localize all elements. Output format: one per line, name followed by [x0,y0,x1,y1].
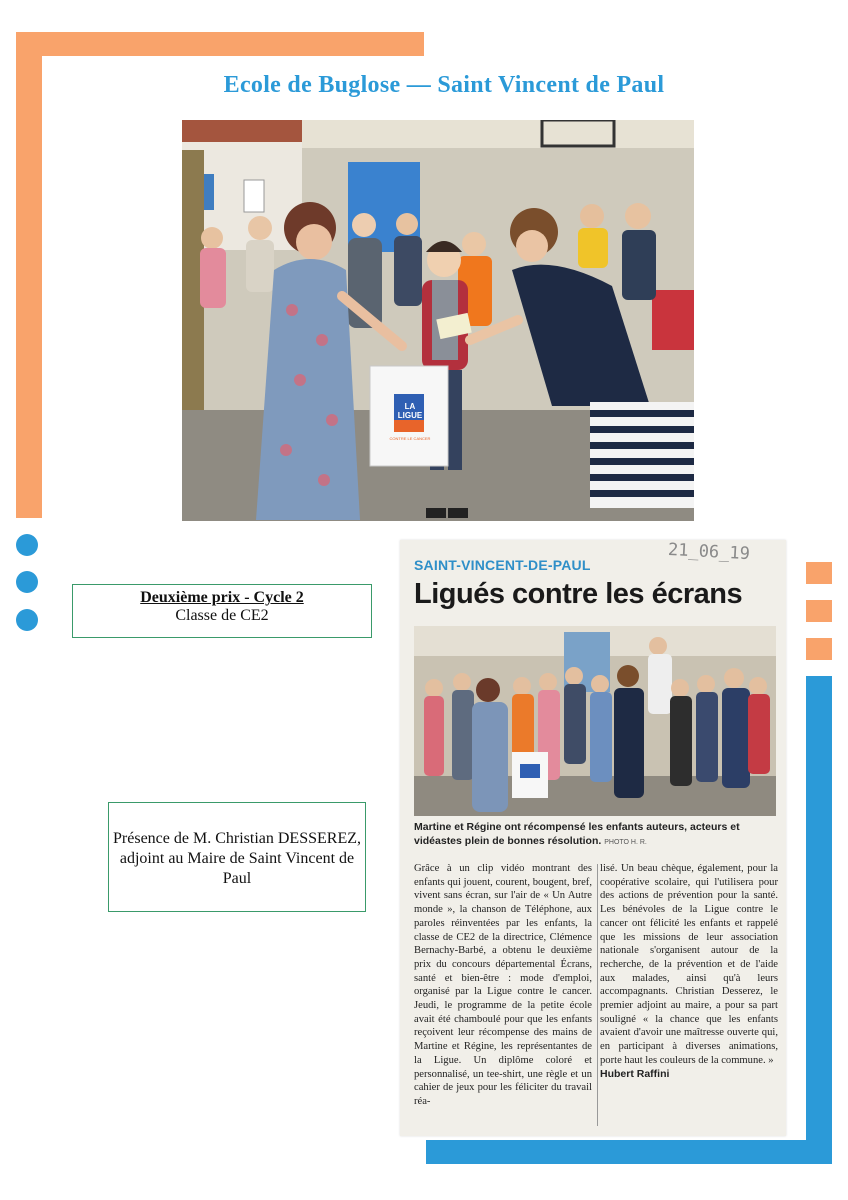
orange-square [806,638,832,660]
article-author: Hubert Raffini [600,1067,670,1080]
clipping-town: SAINT-VINCENT-DE-PAUL [414,557,591,573]
photo-caption-text: Martine et Régine ont récompensé les enfants auteurs, acteurs et vidéastes plein de bonnes résolution. [414,821,740,847]
award-class: Classe de CE2 [175,607,269,624]
handwritten-date: 21_06_19 [667,540,751,565]
article-column-2-text: lisé. Un beau chèque, également, pour la coopérative scolaire, qui l'utilisera pour des actions de prévention pour la santé. Les bénévoles de la Ligue contre le cancer ont félicité les enfants et rappelé que les missions de leur association nationale s'organisent autour de la recherche, de la prévention et de l'aide aux malades, ainsi qu'à leurs accompagnants. Christian Desserez, le premier adjoint au maire, a pour sa part souligné « la chance que les enfants avaient d'avoir une maîtresse ouverte qui, en participant à diverses animations, porte haut les couleurs de la commune. » [600,863,778,1066]
article-column-2 [600,862,778,1081]
clipping-photo [414,626,776,816]
blue-frame-bottom [426,1140,832,1164]
clipping-photo-illustration [414,626,776,816]
photo-credit: PHOTO H. R. [604,839,647,846]
orange-frame-top [16,32,424,56]
orange-square [806,600,832,622]
orange-square [806,562,832,584]
photo-illustration [182,120,694,521]
article-column-1: Grâce à un clip vidéo montrant des enfants qui jouent, courent, bougent, bref, vivent sans écran, sur l'air de « Un Autre monde », la chanson de Téléphone, aux paroles réinventées par les enfants, la classe de CE2 de la directrice, Clémence Bernachy-Barbé, a obtenu le deuxième prix du concours départemental Écrans, santé et bien-être : mode d'emploi, organisé par la Ligue contre le cancer. Jeudi, le programme de la petite école avait été chamboulé pour que les enfants reçoivent leur récompense des mains de Martine et Régine, les représentantes de la Ligue. Un diplôme coloré et personnalisé, un tee-shirt, une règle et un cahier de jeux pour les féliciter du travail réa- [414,863,592,1107]
bag-logo-subtitle: CONTRE LE CANCER [389,436,431,441]
clipping-headline: Ligués contre les écrans [414,578,743,610]
award-heading: Deuxième prix - Cycle 2 [140,589,304,606]
blue-dot [16,534,38,556]
orange-frame-left [16,32,42,518]
blue-dot [16,609,38,631]
blue-dot [16,571,38,593]
photo-caption [414,820,776,850]
presence-note: Présence de M. Christian DESSEREZ, adjoint au Maire de Saint Vincent de Paul [113,830,361,887]
column-separator [597,864,598,1126]
newspaper-clipping [400,540,786,1136]
bag-logo: LA LIGUE [397,402,423,420]
presence-box [108,802,366,912]
school-photo [182,120,694,521]
page-title: Ecole de Buglose — Saint Vincent de Paul [223,72,665,98]
blue-frame-right [806,676,832,1164]
award-box [72,584,372,638]
